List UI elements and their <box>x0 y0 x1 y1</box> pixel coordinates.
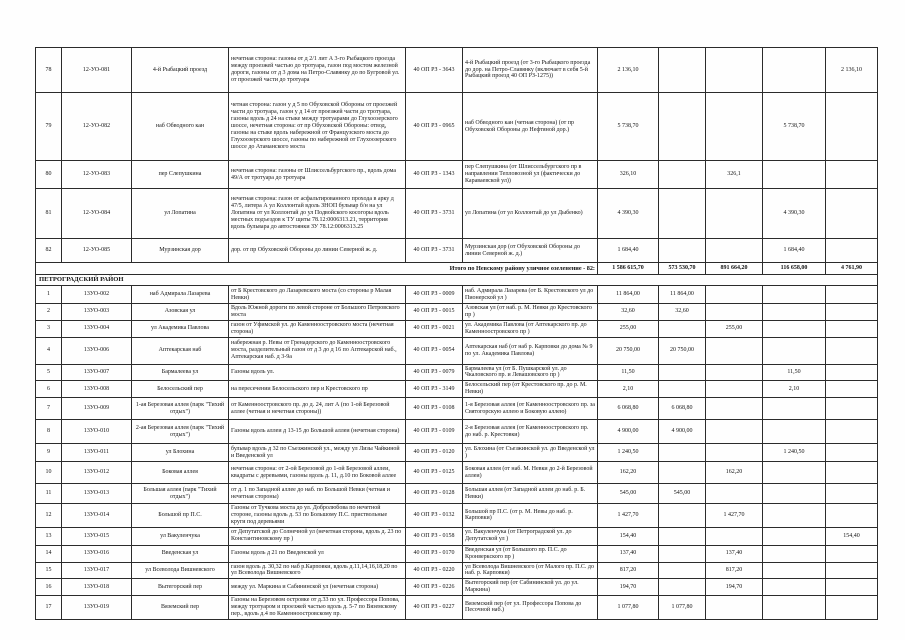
area-value: 5 738,70 <box>598 93 659 161</box>
area-value: 154,40 <box>598 527 659 545</box>
registry-title: Введенская ул (от Большого пр. П.С. до Кронверкского пр ) <box>463 545 598 562</box>
area-value <box>706 484 763 504</box>
registry-number: 40 ОП РЗ - 0158 <box>406 527 463 545</box>
area-value <box>826 286 878 304</box>
totals-value: 116 658,00 <box>763 263 826 275</box>
street-name: 4-й Рыбацкий проезд <box>132 48 229 93</box>
registry-title: 2-я Березовая аллея (от Каменноостровского пр. до наб. р. Крестовки) <box>463 420 598 444</box>
area-value <box>706 286 763 304</box>
boundary-description: между ул. Маркина и Сабининской ул (нечетная сторона) <box>229 579 406 596</box>
registry-row <box>36 462 878 484</box>
registry-number: 40 ОП РЗ - 3731 <box>406 189 463 239</box>
boundary-description: нечетная сторона: газон от асфальтированного прохода в арку д 47/5, литера А ул Коллонтай вдоль ЗНОП бульвар б/н на ул Лопатина от ул Коллонтай до ул Подвойского косогоры вдоль местных подъездов к ТУ щиты 78.12:0006313.21, территория вдоль бульвара до автостоянки ЗУ 78.12:0006313.25 <box>229 189 406 239</box>
area-value <box>763 462 826 484</box>
area-value <box>706 420 763 444</box>
street-name: Большая аллея (парк "Тихий отдых") <box>132 484 229 504</box>
area-value <box>706 596 763 620</box>
row-number: 6 <box>36 381 62 398</box>
registry-number: 40 ОП РЗ - 0109 <box>406 420 463 444</box>
registry-number: 40 ОП РЗ - 0108 <box>406 398 463 420</box>
object-code: 13УО-015 <box>62 527 132 545</box>
object-code: 13УО-006 <box>62 337 132 364</box>
district-section-row <box>36 275 878 286</box>
registry-title: ул. Академика Павлова (от Аптекарского пр. до Каменноостровского пр ) <box>463 320 598 337</box>
object-code: 13УО-013 <box>62 484 132 504</box>
boundary-description: Газоны вдоль аллеи д 13-15 до Большой аллеи (нечетная сторона) <box>229 420 406 444</box>
area-value <box>706 364 763 381</box>
row-number: 81 <box>36 189 62 239</box>
area-value <box>826 364 878 381</box>
area-value <box>659 239 706 263</box>
object-code: 13УО-004 <box>62 320 132 337</box>
object-code: 12-УО-083 <box>62 161 132 189</box>
street-name: наб Адмирала Лазарева <box>132 286 229 304</box>
area-value <box>659 93 706 161</box>
totals-value: 4 761,90 <box>826 263 878 275</box>
row-number: 8 <box>36 420 62 444</box>
totals-value: 573 530,70 <box>659 263 706 275</box>
area-value <box>763 562 826 579</box>
area-value <box>826 189 878 239</box>
registry-title: наб. Адмирала Лазарева (от Б. Крестовского ул до Пионерской ул ) <box>463 286 598 304</box>
object-code: 13УО-009 <box>62 398 132 420</box>
registry-row <box>36 545 878 562</box>
registry-title: Большая аллея (от Западной аллеи до наб. р. Б. Невки) <box>463 484 598 504</box>
area-value: 162,20 <box>598 462 659 484</box>
object-code: 13УО-016 <box>62 545 132 562</box>
boundary-description: на пересечении Белосельского пер и Крестовского пр <box>229 381 406 398</box>
area-value <box>659 579 706 596</box>
street-name: Аптекарская наб <box>132 337 229 364</box>
area-value <box>826 304 878 321</box>
area-value: 1 077,80 <box>659 596 706 620</box>
area-value: 11,50 <box>763 364 826 381</box>
registry-number: 40 ОП РЗ - 3643 <box>406 48 463 93</box>
area-value <box>706 48 763 93</box>
object-code: 13УО-019 <box>62 596 132 620</box>
row-number: 16 <box>36 579 62 596</box>
area-value <box>826 239 878 263</box>
area-value <box>659 48 706 93</box>
area-value <box>826 562 878 579</box>
registry-title: пер Слепушкина (от Шлиссельбургского пр в направлении Тепловозной ул (фактически до Караваевской ул)) <box>463 161 598 189</box>
object-code: 12-УО-082 <box>62 93 132 161</box>
area-value: 6 068,80 <box>598 398 659 420</box>
area-value <box>826 579 878 596</box>
registry-row <box>36 161 878 189</box>
area-value <box>659 161 706 189</box>
boundary-description: от Депутатской до Солнечной ул (нечетная сторона, вдоль д. 23 по Константиновскому пр ) <box>229 527 406 545</box>
street-name: Белосельский пер <box>132 381 229 398</box>
registry-row <box>36 189 878 239</box>
registry-row <box>36 444 878 462</box>
street-name: ул Блохина <box>132 444 229 462</box>
registry-number: 40 ОП РЗ - 0128 <box>406 484 463 504</box>
area-value: 1 684,40 <box>598 239 659 263</box>
area-value: 817,20 <box>706 562 763 579</box>
area-value: 11 864,00 <box>659 286 706 304</box>
street-name: ул Всеволода Вишневского <box>132 562 229 579</box>
area-value <box>826 484 878 504</box>
area-value <box>706 398 763 420</box>
street-name: Азовская ул <box>132 304 229 321</box>
registry-number: 40 ОП РЗ - 0220 <box>406 562 463 579</box>
totals-label: Итого по Невскому району уличное озеленение - 82: <box>36 263 598 275</box>
registry-row <box>36 286 878 304</box>
area-value: 32,60 <box>598 304 659 321</box>
street-greening-registry-table <box>35 47 878 620</box>
area-value: 20 750,00 <box>659 337 706 364</box>
boundary-description: набережная р. Невы от Гренадерского до Каменноостровского моста, разделительный газон от д 3 до д 16 по Аптекарской наб., Аптекарская наб. д 3-9а <box>229 337 406 364</box>
boundary-description: четная сторона: газон у д 5 по Обуховской Обороны от проезжей части до тротуара, газон у д 14 от проезжей части до тротуара, газоны вдоль д 24 на стыке между тротуарами до Глухоозерского шоссе, нечетная сторона: от пр Обуховской Обороны: отвод, газоны на стыке вдоль набережной от Французского моста до Глухоозерского шоссе, газоны по набережной от Глухоозерского шоссе до Атаманского моста <box>229 93 406 161</box>
street-name: Введенская ул <box>132 545 229 562</box>
registry-row <box>36 337 878 364</box>
boundary-description: нечетная сторона: газоны от Шлиссельбургского пр., вдоль дома 49/А от тротуара до тротуара <box>229 161 406 189</box>
area-value: 4 390,30 <box>763 189 826 239</box>
area-value <box>826 462 878 484</box>
registry-title: Белосельский пер (от Крестовского пр. до р. М. Невки) <box>463 381 598 398</box>
area-value <box>826 93 878 161</box>
area-value <box>659 381 706 398</box>
district-totals-row <box>36 263 878 275</box>
object-code: 13УО-003 <box>62 304 132 321</box>
registry-title: 4-й Рыбацкий проезд (от 3-го Рыбацкого проезда до дор. на Петро-Славянку (включает в себя 5-й Рыбацкий проезд 40 ОП РЗ-1275)) <box>463 48 598 93</box>
registry-row <box>36 596 878 620</box>
registry-row <box>36 239 878 263</box>
area-value <box>826 320 878 337</box>
area-value: 20 750,00 <box>598 337 659 364</box>
area-value <box>706 304 763 321</box>
registry-row <box>36 420 878 444</box>
boundary-description: Вдоль Южной дороги по левой стороне от Большого Петровского моста <box>229 304 406 321</box>
area-value: 4 900,00 <box>598 420 659 444</box>
area-value: 162,20 <box>706 462 763 484</box>
registry-row <box>36 504 878 528</box>
registry-row <box>36 484 878 504</box>
row-number: 3 <box>36 320 62 337</box>
area-value <box>706 381 763 398</box>
area-value: 326,1 <box>706 161 763 189</box>
registry-number: 40 ОП РЗ - 0227 <box>406 596 463 620</box>
boundary-description: дор. от пр Обуховской Обороны до линии Северной ж. д. <box>229 239 406 263</box>
registry-number: 40 ОП РЗ - 0125 <box>406 462 463 484</box>
boundary-description: Газоны на Березовом островке от д.33 по ул. Профессора Попова, между тротуаром и проезжей частью вдоль д. 5-7 по Вяземскому пер., вдоль д.4 по Каменноостровскому пр. <box>229 596 406 620</box>
row-number: 13 <box>36 527 62 545</box>
registry-title: ул Лопатина (от ул Коллонтай до ул Дыбенко) <box>463 189 598 239</box>
area-value <box>763 161 826 189</box>
registry-title: Большой пр П.С. (от р. М. Невы до наб. р. Карповки) <box>463 504 598 528</box>
area-value <box>826 381 878 398</box>
registry-title: ул. Блохина (от Съезжинской ул. до Введенской ул ) <box>463 444 598 462</box>
registry-number: 40 ОП РЗ - 0015 <box>406 304 463 321</box>
area-value <box>826 337 878 364</box>
boundary-description: газон от Уфимской ул. до Каменноостровского моста (нечетная сторона) <box>229 320 406 337</box>
street-name: 1-ая Березовая аллея (парк "Тихий отдых") <box>132 398 229 420</box>
area-value: 545,00 <box>659 484 706 504</box>
boundary-description: Газоны от Тучкова моста до ул. Добролюбова по нечетной стороне, газоны вдоль д. 53 по Большому П.С. приствольные круги под деревьями <box>229 504 406 528</box>
area-value <box>763 398 826 420</box>
area-value <box>659 462 706 484</box>
area-value <box>763 545 826 562</box>
area-value <box>763 579 826 596</box>
area-value: 2,10 <box>598 381 659 398</box>
registry-number: 40 ОП РЗ - 0054 <box>406 337 463 364</box>
registry-number: 40 ОП РЗ - 0021 <box>406 320 463 337</box>
registry-title: Азовская ул (от наб. р. М. Невки до Крестовского пр ) <box>463 304 598 321</box>
object-code: 13УО-017 <box>62 562 132 579</box>
street-name: ул Лопатина <box>132 189 229 239</box>
area-value <box>763 527 826 545</box>
area-value: 2,10 <box>763 381 826 398</box>
area-value <box>706 189 763 239</box>
registry-number: 40 ОП РЗ - 0009 <box>406 286 463 304</box>
area-value <box>763 420 826 444</box>
area-value: 2 136,10 <box>826 48 878 93</box>
area-value: 11,50 <box>598 364 659 381</box>
row-number: 78 <box>36 48 62 93</box>
area-value: 4 900,00 <box>659 420 706 444</box>
registry-number: 40 ОП РЗ - 0965 <box>406 93 463 161</box>
registry-row <box>36 579 878 596</box>
area-value <box>826 444 878 462</box>
area-value <box>659 504 706 528</box>
row-number: 1 <box>36 286 62 304</box>
area-value: 255,00 <box>706 320 763 337</box>
row-number: 7 <box>36 398 62 420</box>
boundary-description: Газоны вдоль ул. <box>229 364 406 381</box>
row-number: 10 <box>36 462 62 484</box>
object-code: 13УО-018 <box>62 579 132 596</box>
area-value <box>659 527 706 545</box>
row-number: 2 <box>36 304 62 321</box>
street-name: 2-ая Березовая аллея (парк "Тихий отдых") <box>132 420 229 444</box>
street-name: Вытегорский пер <box>132 579 229 596</box>
registry-title: Боковая аллея (от наб. М. Невки до 2-й Березовой аллеи) <box>463 462 598 484</box>
area-value: 194,70 <box>598 579 659 596</box>
area-value: 255,00 <box>598 320 659 337</box>
area-value: 2 136,10 <box>598 48 659 93</box>
boundary-description: Газоны вдоль д 21 по Введенской ул <box>229 545 406 562</box>
object-code: 12-УО-085 <box>62 239 132 263</box>
registry-row <box>36 381 878 398</box>
registry-row <box>36 562 878 579</box>
totals-value: 1 586 615,70 <box>598 263 659 275</box>
registry-title: ул Всеволода Вишневского (от Малого пр. П.С. до наб. р. Карповки) <box>463 562 598 579</box>
registry-title: Вытегорский пер (от Сабининской ул. до ул. Маркина) <box>463 579 598 596</box>
area-value <box>763 304 826 321</box>
row-number: 15 <box>36 562 62 579</box>
registry-title: Вяземский пер (от ул. Профессора Попова до Песочной наб.) <box>463 596 598 620</box>
area-value: 5 738,70 <box>763 93 826 161</box>
area-value: 32,60 <box>659 304 706 321</box>
street-name: Вяземский пер <box>132 596 229 620</box>
object-code: 12-УО-084 <box>62 189 132 239</box>
registry-number: 40 ОП РЗ - 0170 <box>406 545 463 562</box>
registry-row <box>36 398 878 420</box>
area-value <box>826 596 878 620</box>
registry-number: 40 ОП РЗ - 0079 <box>406 364 463 381</box>
object-code: 13УО-014 <box>62 504 132 528</box>
area-value: 1 240,50 <box>763 444 826 462</box>
object-code: 13УО-008 <box>62 381 132 398</box>
object-code: 13УО-007 <box>62 364 132 381</box>
area-value: 1 077,80 <box>598 596 659 620</box>
registry-number: 40 ОП РЗ - 0226 <box>406 579 463 596</box>
area-value <box>763 504 826 528</box>
street-name: Боковая аллея <box>132 462 229 484</box>
registry-number: 40 ОП РЗ - 0132 <box>406 504 463 528</box>
area-value <box>706 239 763 263</box>
area-value <box>826 545 878 562</box>
area-value: 137,40 <box>598 545 659 562</box>
area-value: 11 864,00 <box>598 286 659 304</box>
row-number: 5 <box>36 364 62 381</box>
area-value <box>763 596 826 620</box>
area-value <box>659 562 706 579</box>
registry-table-body <box>36 48 878 620</box>
street-name: пер Слепушкина <box>132 161 229 189</box>
area-value <box>659 444 706 462</box>
registry-number: 40 ОП РЗ - 0120 <box>406 444 463 462</box>
area-value <box>826 161 878 189</box>
row-number: 9 <box>36 444 62 462</box>
area-value <box>763 286 826 304</box>
area-value <box>763 484 826 504</box>
row-number: 11 <box>36 484 62 504</box>
registry-number: 40 ОП РЗ - 3149 <box>406 381 463 398</box>
registry-title: 1-я Березовая аллея (от Каменноостровского пр. за Святогорскую аллею и Боковую аллею) <box>463 398 598 420</box>
registry-number: 40 ОП РЗ - 3731 <box>406 239 463 263</box>
area-value: 1 240,50 <box>598 444 659 462</box>
area-value <box>706 337 763 364</box>
area-value <box>659 320 706 337</box>
area-value: 4 390,30 <box>598 189 659 239</box>
row-number: 4 <box>36 337 62 364</box>
registry-title: наб Обводного кан (четная сторона) (от пр Обуховской Обороны до Нефтяной дор.) <box>463 93 598 161</box>
area-value <box>706 444 763 462</box>
boundary-description: нечетная сторона: газоны от д 2/1 лит А 3-го Рыбацкого проезда между проезжей частью до тротуара, газон под мостом железной дороги, газоны от д 3 дома на Петро-Славянку до по Бугровой ул. от проезжей части до тротуара <box>229 48 406 93</box>
object-code: 13УО-002 <box>62 286 132 304</box>
row-number: 14 <box>36 545 62 562</box>
boundary-description: от Б Крестовского до Лазаревского моста (со стороны р Малая Невки) <box>229 286 406 304</box>
area-value <box>763 337 826 364</box>
object-code: 13УО-011 <box>62 444 132 462</box>
row-number: 12 <box>36 504 62 528</box>
area-value <box>826 420 878 444</box>
area-value: 326,10 <box>598 161 659 189</box>
registry-title: Бармалеева ул (от Б. Пушкарской ул. до Чкаловского пр. и Левашовского пр ) <box>463 364 598 381</box>
totals-value: 891 664,20 <box>706 263 763 275</box>
area-value <box>706 527 763 545</box>
boundary-description: от Каменноостровского пр. до д. 24, лит А (по 1-ой Березовой аллее (четная и нечетная стороны)) <box>229 398 406 420</box>
row-number: 82 <box>36 239 62 263</box>
registry-row <box>36 527 878 545</box>
area-value <box>659 364 706 381</box>
boundary-description: от д. 1 по Западной аллее до наб. по Большой Невки (четная и нечетная стороны) <box>229 484 406 504</box>
street-name: наб Обводного кан <box>132 93 229 161</box>
area-value <box>659 189 706 239</box>
registry-row <box>36 304 878 321</box>
area-value <box>826 398 878 420</box>
area-value <box>659 545 706 562</box>
object-code: 12-УО-081 <box>62 48 132 93</box>
registry-title: Мурзинская дор (от Обуховской Обороны до линии Северной ж. д.) <box>463 239 598 263</box>
object-code: 13УО-010 <box>62 420 132 444</box>
area-value: 1 427,70 <box>706 504 763 528</box>
row-number: 17 <box>36 596 62 620</box>
area-value <box>763 48 826 93</box>
street-name: Большой пр П.С. <box>132 504 229 528</box>
boundary-description: газон вдоль д. 30,32 по наб р.Карповки, вдоль д.11,14,16,18,20 по ул Всеволода Вишневского <box>229 562 406 579</box>
street-name: Мурзинская дор <box>132 239 229 263</box>
street-name: ул Академика Павлова <box>132 320 229 337</box>
row-number: 80 <box>36 161 62 189</box>
district-section-title: ПЕТРОГРАДСКИЙ РАЙОН <box>36 275 878 286</box>
area-value: 1 684,40 <box>763 239 826 263</box>
area-value: 154,40 <box>826 527 878 545</box>
object-code: 13УО-012 <box>62 462 132 484</box>
street-name: ул Вакуленчука <box>132 527 229 545</box>
area-value: 817,20 <box>598 562 659 579</box>
boundary-description: бульвар вдоль д 32 по Съезжинской ул., между ул Лизы Чайкиной и Введенской ул <box>229 444 406 462</box>
area-value <box>706 93 763 161</box>
registry-number: 40 ОП РЗ - 1343 <box>406 161 463 189</box>
boundary-description: нечетная сторона: от 2-ой Березовой до 1-ой Березовой аллеи, квадраты с деревьями, газоны вдоль д. 11, д.10 по Боковой аллее <box>229 462 406 484</box>
row-number: 79 <box>36 93 62 161</box>
registry-row <box>36 320 878 337</box>
registry-title: Аптекарская наб (от наб р. Карповки до дома № 9 по ул. Академика Павлова) <box>463 337 598 364</box>
area-value: 6 068,80 <box>659 398 706 420</box>
area-value: 1 427,70 <box>598 504 659 528</box>
area-value <box>763 320 826 337</box>
area-value <box>826 504 878 528</box>
registry-row <box>36 364 878 381</box>
registry-row <box>36 93 878 161</box>
registry-row <box>36 48 878 93</box>
area-value: 194,70 <box>706 579 763 596</box>
area-value: 137,40 <box>706 545 763 562</box>
registry-title: ул. Вакуленчука (от Петроградской ул. до Депутатской ул ) <box>463 527 598 545</box>
area-value: 545,00 <box>598 484 659 504</box>
street-name: Бармалеева ул <box>132 364 229 381</box>
